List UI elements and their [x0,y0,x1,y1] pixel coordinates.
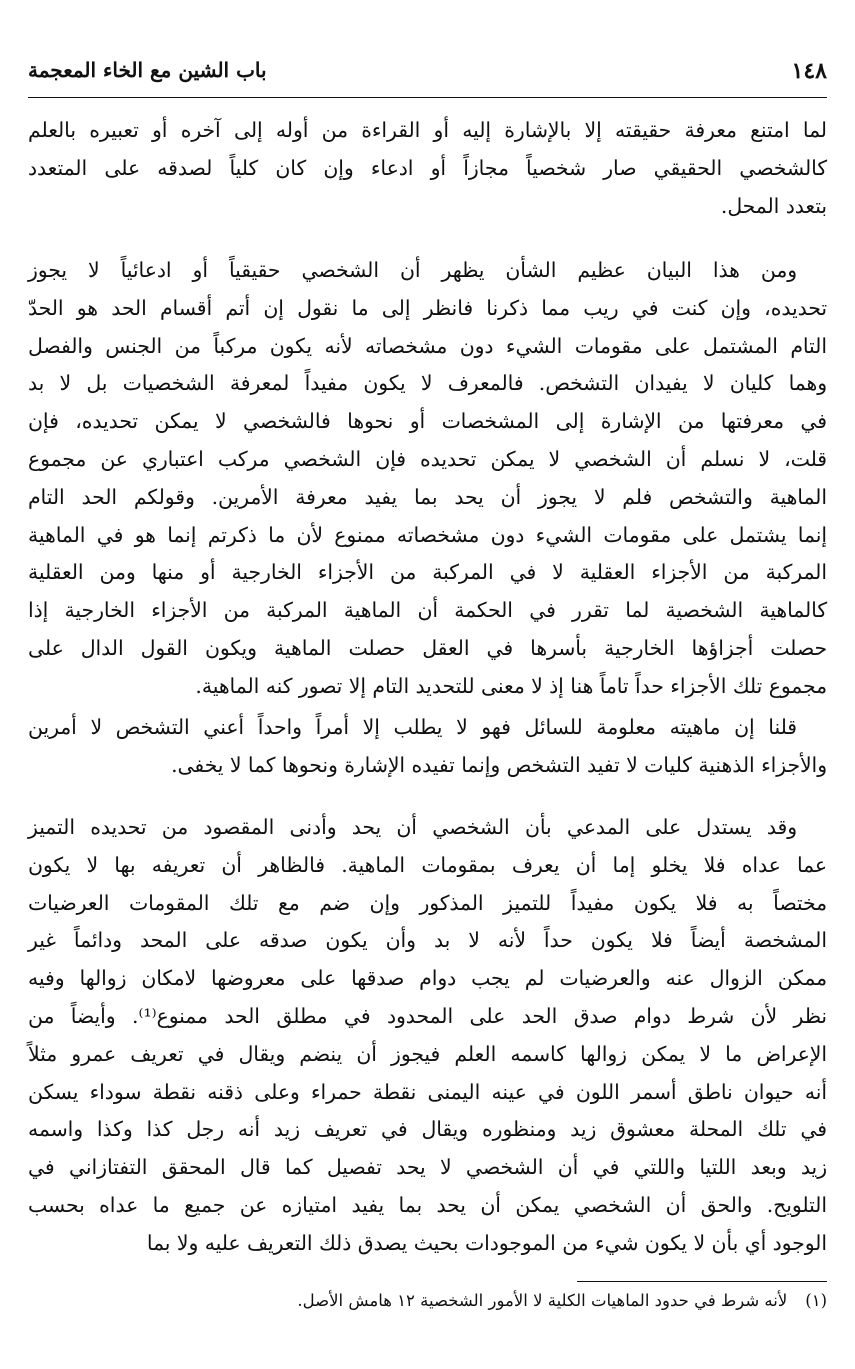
text-line: المشخصة أيضاً فلا يكون حداً لأنه لا بد وأن يكون صدقه على المحد ودائماً غير [28,928,827,953]
footnote-text: لأنه شرط في حدود الماهيات الكلية لا الأمور الشخصية ١٢ هامش الأصل. [297,1291,788,1310]
paragraph-4 [28,809,827,1263]
text-line: وهما كليان لا يفيدان التشخص. فالمعرف لا يكون مفيداً لمعرفة الشخصيات بل لا بد [28,371,827,396]
text-line: في تلك المحلة معشوق زيد ومنظوره ويقال في تعريف زيد أنه رجل كذا وكذا واسمه [28,1117,827,1142]
main-text [28,112,827,1255]
footnote-rule [577,1281,827,1282]
text-line: نظر لأن شرط دوام صدق الحد على المحدود في مطلق الحد ممنوع⁽¹⁾. وأيضاً من [28,1003,827,1028]
footnote [28,1288,827,1314]
page-number: ١٤٨ [791,58,827,84]
paragraph-1 [28,112,827,225]
text-line: قلت، لا نسلم أن الشخصي لا يمكن تحديده فإن الشخصي مركب اعتباري عن مجموع [28,446,827,471]
text-line: تحديده، وإن كنت في ريب مما ذكرنا فانظر إلى ما نقول إن أتم أقسام الحد هو الحدّ [28,295,827,320]
text-line: قلنا إن ماهيته معلومة للسائل فهو لا يطلب إلا أمراً واحداً أعني التشخص لا أمرين [28,715,797,739]
text-line: أنه حيوان ناطق أسمر اللون في عينه اليمنى نقطة حمراء وعلى ذقنه نقطة سوداء يسكن [28,1079,827,1104]
text-line: التام المشتمل على مقومات الشيء دون مشخصاته لأنه يكون مركباً من الجنس والفصل [28,333,827,358]
text-line: ممكن الزوال عنه والعرضيات لم يجب دوام صدقها على معروضها لامكان زوالها وفيه [28,966,827,991]
header-rule [28,97,827,98]
paragraph-2 [28,252,827,706]
text-line: الوجود أي بأن لا يكون شيء من الموجودات بحيث يصدق ذلك التعريف عليه ولا بما [146,1230,827,1255]
text-line: في معرفتها من الإشارة إلى المشخصات أو نحوها فالشخصي لا يمكن تحديده، فإن [28,409,827,434]
text-line: التلويح. والحق أن الشخصي يمكن أن يحد بما يفيد امتيازه عن جميع ما عداه بحسب [28,1192,827,1217]
text-line: لما امتنع معرفة حقيقته إلا بالإشارة إليه أو القراءة من أوله إلى آخره أو تعبيره بالعلم [28,118,827,142]
text-line: حصلت أجزاؤها الخارجية بأسرها في العقل حصلت الماهية ويكون القول الدال على [28,635,827,660]
running-title: باب الشين مع الخاء المعجمة [28,58,267,82]
text-line: زيد وبعد اللتيا واللتي في أن الشخصي لا يحد تفصيل كما قال المحقق التفتازاني في [28,1155,827,1180]
text-line: كالماهية الشخصية لما تقرر في الحكمة أن الماهية المركبة من الأجزاء الخارجية إذا [28,598,827,623]
text-line: وقد يستدل على المدعي بأن الشخصي أن يحد وأدنى المقصود من تحديده التميز [28,815,797,839]
text-line: إنما يشتمل على مقومات الشيء دون مشخصاته ممنوع لأن ما ذكرتم إنما هو في الماهية [28,522,827,547]
text-line: الإعراض ما لا يمكن زوالها كاسمه العلم فيجوز أن ينضم ويقال في تعريف عمرو مثلاً [28,1041,827,1066]
text-line: الماهية والتشخص فلم لا يجوز أن يحد بما يفيد معرفة الأمرين. وقولكم الحد التام [28,484,827,509]
page-header [28,58,827,92]
paragraph-3 [28,709,827,785]
text-line: ومن هذا البيان عظيم الشأن يظهر أن الشخصي حقيقياً أو ادعائياً لا يجوز [28,258,797,282]
text-line: كالشخصي الحقيقي صار شخصياً مجازاً أو ادعاء وإن كان كلياً لصدقه على المتعدد [28,155,827,180]
text-line: بتعدد المحل. [720,193,827,218]
text-line: المركبة من الأجزاء العقلية لا في المركبة من الأجزاء الخارجية أو منها ومن العقلية [28,560,827,585]
footnote-marker: (١) [805,1291,827,1310]
text-line: والأجزاء الذهنية كليات لا تفيد التشخص وإنما تفيده الإشارة ونحوها كما لا يخفى. [171,752,827,777]
text-line: مختصاً به فلا يكون مفيداً للتميز المذكور وإن ضم مع تلك المقومات العرضيات [28,890,827,915]
text-line: مجموع تلك الأجزاء حداً تاماً هنا إذ لا معنى للتحديد التام إلا تصور كنه الماهية. [195,673,827,698]
text-line: عما عداه فلا يخلو إما أن يعرف بمقومات الماهية. فالظاهر أن تعريفه بها لا يكون [28,852,827,877]
